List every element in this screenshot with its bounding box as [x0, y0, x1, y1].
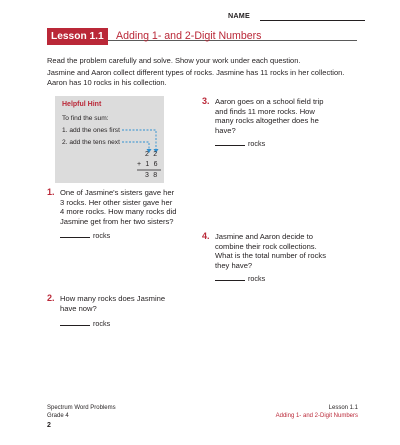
hint-title: Helpful Hint	[62, 101, 102, 108]
hint-arrows	[55, 96, 164, 183]
hint-bottom-number: + 1 6	[137, 161, 159, 168]
question-1	[47, 188, 177, 226]
page-number: 2	[47, 422, 51, 429]
hint-line-2: 1. add the ones first	[62, 127, 120, 134]
question-text: Aaron goes on a school field trip and finds 11 more rocks. How many rocks altogether does he have?	[215, 97, 324, 135]
hint-line-1: To find the sum:	[62, 115, 109, 122]
question-number: 1.	[47, 187, 55, 197]
answer-unit: rocks	[248, 274, 266, 283]
answer-blank[interactable]	[60, 325, 90, 326]
question-text: How many rocks does Jasmine have now?	[60, 294, 166, 313]
instructions: Read the problem carefully and solve. Show your work under each question.	[47, 56, 301, 65]
answer-1[interactable]	[60, 231, 110, 240]
answer-3[interactable]	[215, 139, 265, 148]
answer-4[interactable]	[215, 274, 265, 283]
name-label: NAME	[228, 11, 250, 20]
story-text: Jasmine and Aaron collect different types of rocks. Jasmine has 11 rocks in her collection. Aaron has 10 rocks in his collection.	[47, 68, 345, 87]
name-field[interactable]	[228, 9, 398, 23]
question-3	[202, 97, 330, 135]
helpful-hint-box	[55, 96, 164, 183]
ones-arrow-icon	[122, 130, 156, 151]
question-4	[202, 232, 332, 270]
answer-blank[interactable]	[215, 280, 245, 281]
question-number: 4.	[202, 231, 210, 241]
question-number: 2.	[47, 293, 55, 303]
hint-sum: 3 8	[145, 172, 159, 179]
answer-unit: rocks	[93, 231, 111, 240]
footer-left	[47, 405, 116, 420]
answer-blank[interactable]	[215, 145, 245, 146]
answer-unit: rocks	[248, 139, 266, 148]
lesson-label: Lesson 1.1	[47, 28, 108, 45]
answer-unit: rocks	[93, 319, 111, 328]
footer-lesson-title: Adding 1- and 2-Digit Numbers	[275, 412, 358, 419]
footer-book-title: Spectrum Word Problems	[47, 405, 116, 411]
answer-2[interactable]	[60, 319, 110, 328]
hint-line-3: 2. add the tens next	[62, 139, 120, 146]
answer-blank[interactable]	[60, 237, 90, 238]
lesson-title: Adding 1- and 2-Digit Numbers	[116, 30, 262, 42]
question-text: Jasmine and Aaron decide to combine their rock collections. What is the total number of rocks they have?	[215, 232, 326, 270]
tens-arrow-icon	[122, 142, 149, 151]
footer-lesson: Lesson 1.1	[328, 405, 358, 411]
name-line[interactable]	[260, 20, 365, 21]
question-text: One of Jasmine's sisters gave her 3 rocks. Her other sister gave her 4 more rocks. How many rocks did Jasmine get from her two sisters?	[60, 188, 177, 226]
question-2	[47, 294, 177, 313]
question-number: 3.	[202, 96, 210, 106]
footer-grade: Grade 4	[47, 412, 69, 419]
footer-right	[260, 405, 358, 420]
hint-top-number: 2 2	[145, 151, 159, 158]
